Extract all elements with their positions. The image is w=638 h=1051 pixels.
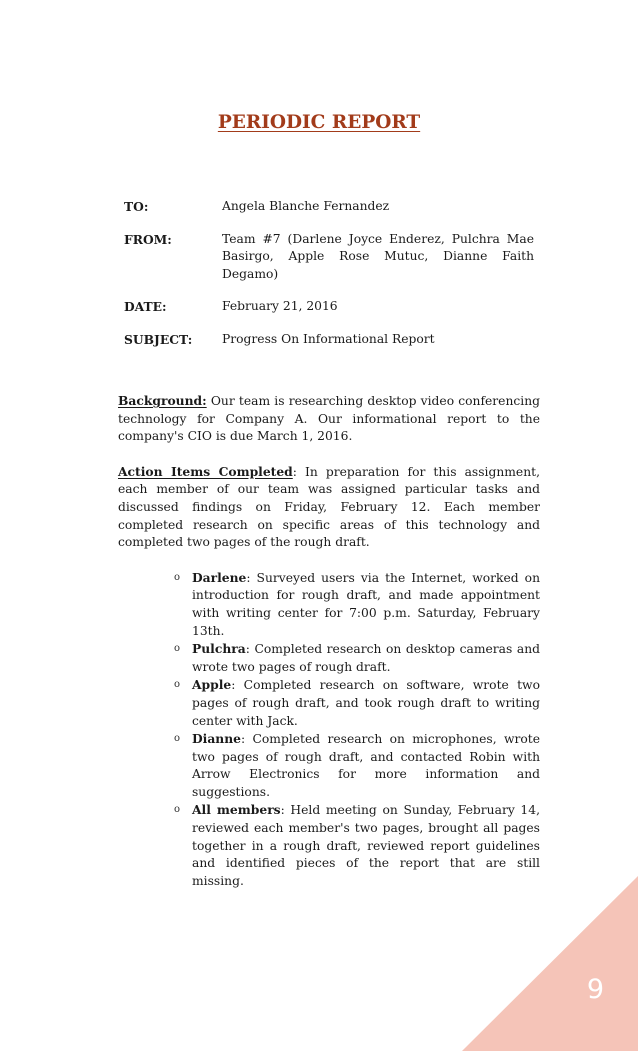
member-task: : Held meeting on Sunday, February 14, reviewed each member's two pages, brought all pages together in a rough draft, reviewed report guidelines and identified pieces of the report that are still missing. (192, 803, 540, 888)
background-text: Our team is researching desktop video conferencing technology for Company A. Our informational report to the company's CIO is due March 1, 2016. (118, 394, 540, 444)
memo-row-from (124, 231, 534, 284)
member-task: : Completed research on microphones, wrote two pages of rough draft, and contacted Robin with Arrow Electronics for more information and suggestions. (192, 732, 540, 799)
memo-value: Team #7 (Darlene Joyce Enderez, Pulchra Mae Basirgo, Apple Rose Mutuc, Dianne Faith Degamo) (222, 231, 534, 281)
bullet-icon: o (174, 571, 181, 583)
memo-label: TO: (124, 199, 149, 214)
memo-label: FROM: (124, 231, 172, 247)
bullet-icon: o (174, 733, 181, 745)
member-name: Pulchra (192, 641, 246, 657)
member-task: : Completed research on software, wrote two pages of rough draft, and took rough draft to writing center with Jack. (192, 678, 540, 728)
page-corner-triangle (462, 876, 638, 1051)
memo-value: Angela Blanche Fernandez (222, 199, 390, 213)
list-item (174, 569, 540, 640)
member-task: : Surveyed users via the Internet, worked on introduction for rough draft, and made appointment with writing center for 7:00 p.m. Saturday, February 13th. (192, 570, 540, 638)
member-task: : Completed research on desktop cameras and wrote two pages of rough draft. (192, 642, 540, 674)
action-items-paragraph (118, 463, 540, 552)
memo-value: February 21, 2016 (222, 299, 338, 313)
memo-row-date (124, 298, 534, 316)
member-task-list (118, 569, 540, 891)
member-name: Apple (192, 677, 232, 693)
memo-label: DATE: (124, 299, 167, 314)
member-name: All members (192, 802, 281, 818)
report-title: PERIODIC REPORT (217, 112, 421, 133)
action-items-heading: Action Items Completed (118, 463, 293, 479)
member-name: Dianne (192, 731, 242, 747)
background-heading: Background: (118, 393, 207, 408)
page-number: 9 (586, 974, 604, 1005)
bullet-icon: o (174, 679, 181, 691)
list-item (174, 640, 540, 676)
memo-label: SUBJECT: (124, 331, 193, 347)
action-items-text: : In preparation for this assignment, each member of our team was assigned particular tasks and discussed findings on Friday, February 12. Each member completed research on specific areas of this technology and completed two pages of the rough draft. (118, 464, 540, 550)
list-item (174, 730, 540, 801)
background-paragraph (118, 392, 540, 446)
memo-value: Progress On Informational Report (222, 331, 435, 346)
bullet-icon: o (174, 643, 181, 655)
memo-header (124, 198, 534, 363)
report-body (118, 392, 540, 890)
list-item (174, 676, 540, 730)
memo-row-to (124, 198, 534, 216)
memo-row-subject (124, 331, 534, 349)
member-name: Darlene (192, 569, 247, 585)
bullet-icon: o (174, 804, 181, 816)
